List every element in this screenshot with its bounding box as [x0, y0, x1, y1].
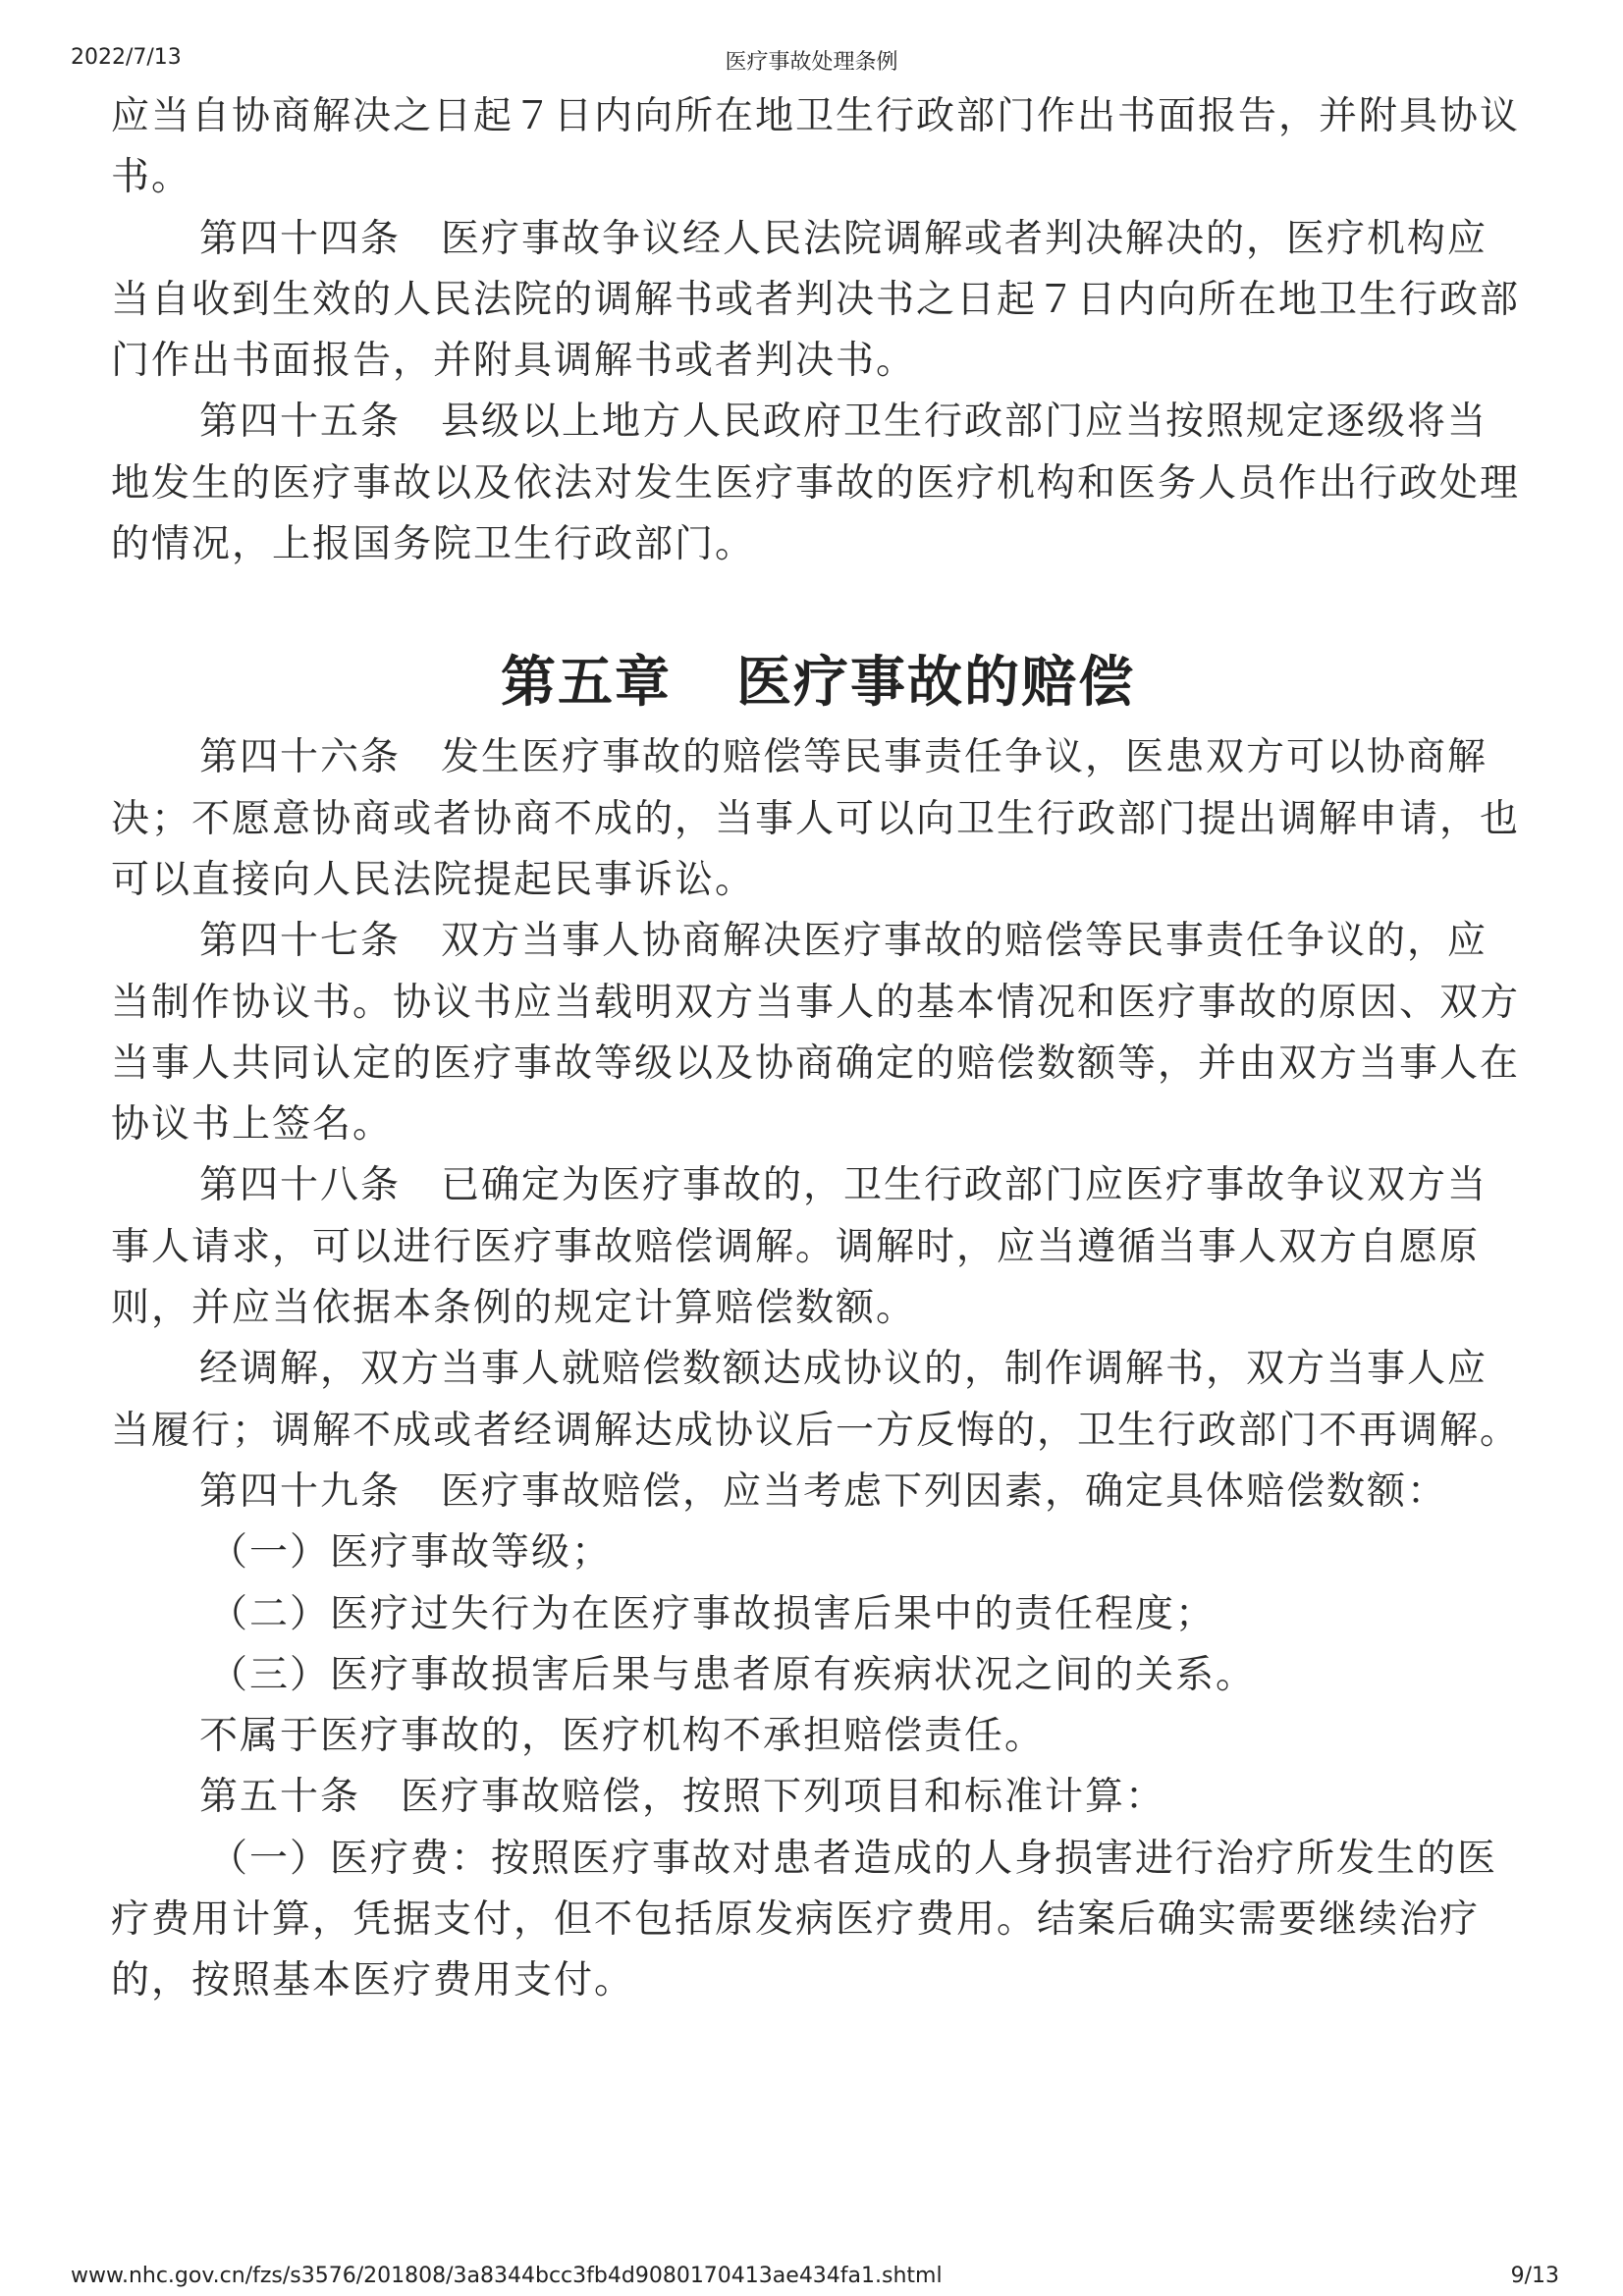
article-48: 第四十八条 已确定为医疗事故的，卫生行政部门应医疗事故争议双方当事人请求，可以进行医疗事故赔偿调解。调解时，应当遵循当事人双方自愿原则，并应当依据本条例的规定计算赔偿数额。 [111, 1163, 1488, 1331]
page-header-title: 医疗事故处理条例 [725, 50, 898, 75]
article-44: 第四十四条 医疗事故争议经人民法院调解或者判决解决的，医疗机构应当自收到生效的人民法院的调解书或者判决书之日起７日内向所在地卫生行政部门作出书面报告，并附具调解书或者判决书。 [111, 216, 1521, 384]
chapter-number: 第五章 [501, 651, 672, 716]
article-50-item-1: （一）医疗费：按照医疗事故对患者造成的人身损害进行治疗所发生的医疗费用计算，凭据支付，但不包括原发病医疗费用。结案后确实需要继续治疗的，按照基本医疗费用支付。 [111, 1836, 1498, 2003]
chapter-heading [111, 644, 1525, 722]
list-item: （三）医疗事故损害后果与患者原有疾病状况之间的关系。 [209, 1652, 1257, 1697]
article-49: 第四十九条 医疗事故赔偿，应当考虑下列因素，确定具体赔偿数额： [199, 1468, 1448, 1514]
paragraph-continuation: 应当自协商解决之日起７日内向所在地卫生行政部门作出书面报告，并附具协议书。 [111, 94, 1521, 200]
chapter-title: 医疗事故的赔偿 [736, 651, 1135, 716]
page-header-date: 2022/7/13 [71, 45, 182, 70]
article-45: 第四十五条 县级以上地方人民政府卫生行政部门应当按照规定逐级将当地发生的医疗事故以及依法对发生医疗事故的医疗机构和医务人员作出行政处理的情况，上报国务院卫生行政部门。 [111, 400, 1521, 567]
article-50: 第五十条 医疗事故赔偿，按照下列项目和标准计算： [199, 1775, 1166, 1820]
article-46: 第四十六条 发生医疗事故的赔偿等民事责任争议，医患双方可以协商解决；不愿意协商或者协商不成的，当事人可以向卫生行政部门提出调解申请，也可以直接向人民法院提起民事诉讼。 [111, 735, 1521, 902]
page-number: 9/13 [1510, 2264, 1559, 2288]
article-48-mediation: 经调解，双方当事人就赔偿数额达成协议的，制作调解书，双方当事人应当履行；调解不成或者经调解达成协议后一方反悔的，卫生行政部门不再调解。 [111, 1347, 1521, 1453]
document-body [111, 86, 1525, 2012]
page-footer-url: www.nhc.gov.cn/fzs/s3576/201808/3a8344bcc3fb4d9080170413ae434fa1.shtml [71, 2264, 943, 2288]
list-item: （二）医疗过失行为在医疗事故损害后果中的责任程度； [209, 1591, 1217, 1636]
article-47: 第四十七条 双方当事人协商解决医疗事故的赔偿等民事责任争议的，应当制作协议书。协议书应当载明双方当事人的基本情况和医疗事故的原因、双方当事人共同认定的医疗事故等级以及协商确定的赔偿数额等，并由双方当事人在协议书上签名。 [111, 919, 1521, 1148]
list-item: （一）医疗事故等级； [209, 1530, 613, 1575]
non-liability-paragraph: 不属于医疗事故的，医疗机构不承担赔偿责任。 [199, 1714, 1046, 1759]
